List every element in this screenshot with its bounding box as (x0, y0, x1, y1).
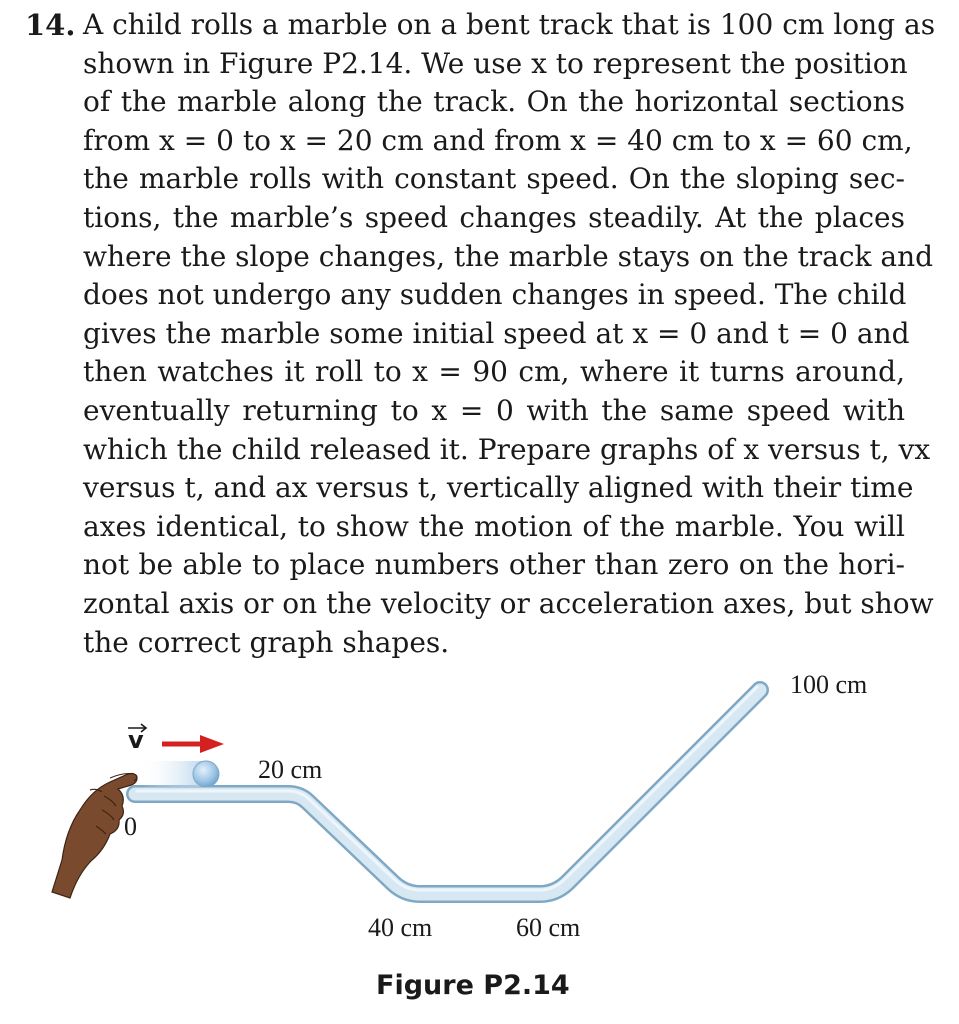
figure-caption: Figure P2.14 (376, 970, 570, 1001)
text-line: zontal axis or on the velocity or acceleration axes, but show (83, 586, 934, 620)
track-diagram (0, 660, 959, 960)
marble (193, 761, 219, 787)
text-line: not be able to place numbers other than zero on the hori- (83, 548, 905, 582)
text-line: does not undergo any sudden changes in speed. The child (83, 278, 907, 312)
text-line: A child rolls a marble on a bent track that is 100 cm long as (83, 8, 936, 41)
label-velocity: v (128, 726, 144, 754)
text-line: from x = 0 to x = 20 cm and from x = 40 cm to x = 60 cm, (83, 123, 913, 157)
text-line: of the marble along the track. On the horizontal sections (83, 85, 905, 119)
problem-number: 14. (25, 8, 76, 42)
problem-text (83, 6, 936, 662)
text-line: where the slope changes, the marble stays on the track and (83, 239, 934, 273)
text-line: axes identical, to show the motion of the marble. You will (83, 509, 905, 543)
text-line: gives the marble some initial speed at x = 0 and t = 0 and (83, 316, 910, 350)
text-line: the correct graph shapes. (83, 625, 450, 659)
figure-p2-14 (0, 660, 959, 1024)
text-line: versus t, and ax versus t, vertically aligned with their time (83, 471, 914, 505)
label-60cm: 60 cm (516, 913, 581, 942)
text-line: eventually returning to x = 0 with the same speed with (83, 393, 905, 427)
label-100cm: 100 cm (790, 670, 868, 699)
text-line: which the child released it. Prepare graphs of x versus t, vx (83, 432, 931, 466)
label-40cm: 40 cm (368, 913, 433, 942)
velocity-arrowhead (200, 735, 224, 753)
label-origin: 0 (124, 812, 137, 841)
text-line: the marble rolls with constant speed. On the sloping sec- (83, 162, 905, 196)
text-line: tions, the marble’s speed changes steadily. At the places (83, 200, 905, 234)
text-line: then watches it roll to x = 90 cm, where it turns around, (83, 355, 905, 389)
label-20cm: 20 cm (258, 755, 323, 784)
text-line: shown in Figure P2.14. We use x to represent the position (83, 46, 908, 80)
